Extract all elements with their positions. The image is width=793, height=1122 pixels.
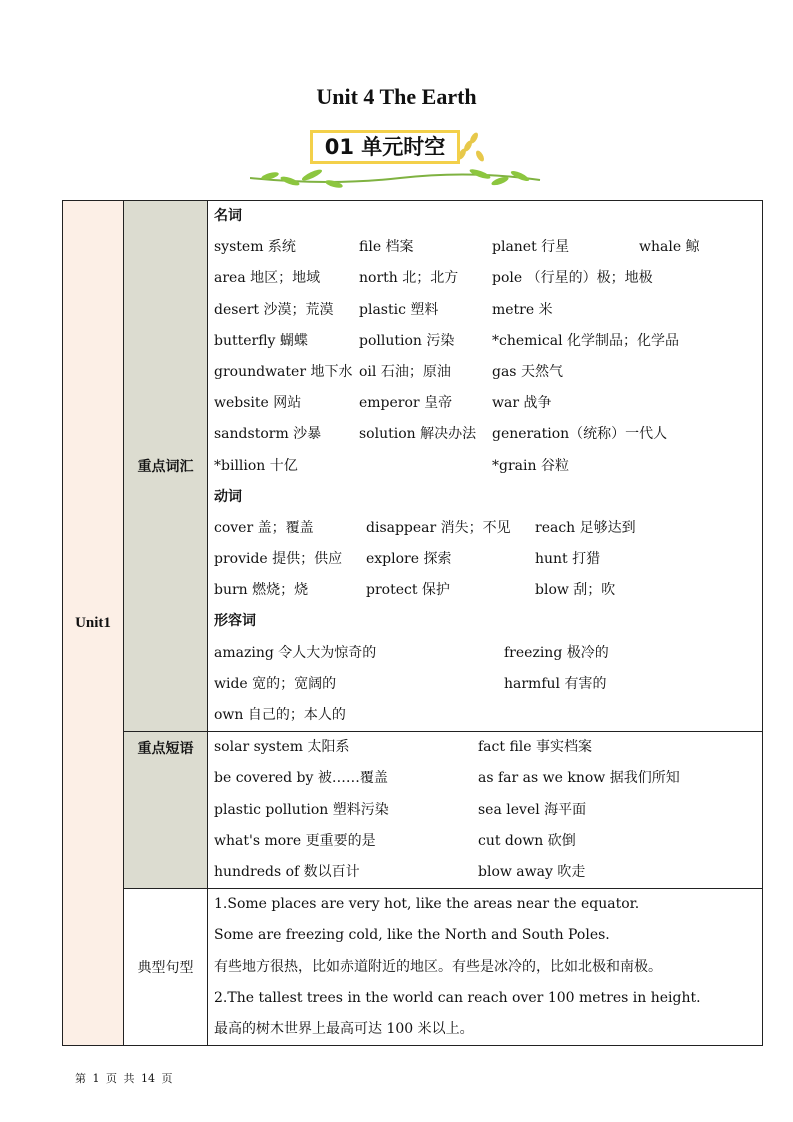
adjective-row bbox=[214, 700, 762, 731]
noun-row bbox=[214, 357, 762, 388]
entry: area 地区；地域 bbox=[214, 270, 321, 287]
entry: whale 鲸 bbox=[639, 239, 700, 256]
noun-row bbox=[214, 451, 762, 482]
entry: reach 足够达到 bbox=[535, 519, 636, 536]
noun-row bbox=[214, 326, 762, 357]
entry: groundwater 地下水 bbox=[214, 363, 353, 380]
entry: file 档案 bbox=[359, 239, 414, 256]
entry: solution 解决办法 bbox=[359, 426, 477, 443]
entry: butterfly 蝴蝶 bbox=[214, 332, 308, 349]
vocab-category: 重点词汇 bbox=[124, 201, 208, 732]
sentence-line: 2.The tallest trees in the world can reach over 100 metres in height. bbox=[214, 989, 701, 1006]
verbs-list bbox=[214, 513, 762, 607]
adjective-row bbox=[214, 669, 762, 700]
entry: burn 燃烧；烧 bbox=[214, 582, 309, 599]
entry: pole （行星的）极；地极 bbox=[492, 270, 653, 287]
entry: amazing 令人大为惊奇的 bbox=[214, 644, 377, 661]
page-footer: 第 1 页 共 14 页 bbox=[75, 1072, 173, 1085]
adjectives-list bbox=[214, 638, 762, 732]
phrases-content bbox=[208, 732, 763, 889]
entry: be covered by 被……覆盖 bbox=[214, 770, 388, 787]
entry: hunt 打猎 bbox=[535, 551, 601, 568]
entry: blow away 吹走 bbox=[478, 863, 586, 880]
sentences-category: 典型句型 bbox=[124, 889, 208, 1046]
entry: wide 宽的；宽阔的 bbox=[214, 675, 337, 692]
entry: desert 沙漠；荒漠 bbox=[214, 301, 334, 318]
adjectives-heading: 形容词 bbox=[214, 613, 256, 630]
noun-row bbox=[214, 232, 762, 263]
phrase-row bbox=[214, 857, 762, 888]
entry: planet 行星 bbox=[492, 239, 570, 256]
sentence-line: Some are freezing cold, like the North and South Poles. bbox=[214, 927, 610, 944]
noun-row bbox=[214, 295, 762, 326]
entry: plastic pollution 塑料污染 bbox=[214, 801, 389, 818]
entry: protect 保护 bbox=[366, 582, 450, 599]
unit-table bbox=[62, 200, 763, 1046]
entry: freezing 极冷的 bbox=[504, 644, 609, 661]
entry: as far as we know 据我们所知 bbox=[478, 770, 680, 787]
entry: disappear 消失；不见 bbox=[366, 519, 511, 536]
entry: explore 探索 bbox=[366, 551, 452, 568]
entry: what's more 更重要的是 bbox=[214, 832, 376, 849]
vocab-content bbox=[208, 201, 763, 732]
section-label: 01 单元时空 bbox=[310, 130, 460, 164]
entry: *chemical 化学制品；化学品 bbox=[492, 332, 680, 349]
entry: harmful 有害的 bbox=[504, 675, 607, 692]
section-banner bbox=[250, 126, 550, 192]
phrase-row bbox=[214, 763, 762, 794]
entry: cut down 砍倒 bbox=[478, 832, 576, 849]
entry: system 系统 bbox=[214, 239, 296, 256]
entry: fact file 事实档案 bbox=[478, 739, 592, 756]
unit-label: Unit1 bbox=[63, 201, 124, 1046]
entry: cover 盖；覆盖 bbox=[214, 519, 314, 536]
entry: own 自己的；本人的 bbox=[214, 707, 346, 723]
entry: blow 刮；吹 bbox=[535, 582, 616, 599]
entry: emperor 皇帝 bbox=[359, 395, 453, 412]
nouns-heading: 名词 bbox=[214, 208, 242, 224]
entry: solar system 太阳系 bbox=[214, 739, 350, 756]
phrase-row bbox=[214, 795, 762, 826]
entry: website 网站 bbox=[214, 395, 302, 412]
phrase-row bbox=[214, 826, 762, 857]
sentences-list bbox=[214, 889, 762, 1045]
entry: *billion 十亿 bbox=[214, 457, 298, 474]
entry: *grain 谷粒 bbox=[492, 457, 569, 474]
verb-row bbox=[214, 575, 762, 606]
noun-row bbox=[214, 388, 762, 419]
phrase-row bbox=[214, 732, 762, 763]
phrases-list bbox=[214, 732, 762, 888]
sentence-line: 最高的树木世界上最高可达 100 米以上。 bbox=[214, 1020, 474, 1037]
phrases-category: 重点短语 bbox=[124, 732, 208, 889]
entry: oil 石油；原油 bbox=[359, 363, 451, 380]
verb-row bbox=[214, 513, 762, 544]
adjective-row bbox=[214, 638, 762, 669]
sentence-line: 1.Some places are very hot, like the areas near the equator. bbox=[214, 896, 640, 913]
verb-row bbox=[214, 544, 762, 575]
entry: metre 米 bbox=[492, 301, 553, 318]
noun-row bbox=[214, 263, 762, 294]
entry: generation（统称）一代人 bbox=[492, 426, 668, 443]
entry: plastic 塑料 bbox=[359, 301, 439, 318]
noun-row bbox=[214, 419, 762, 450]
entry: gas 天然气 bbox=[492, 363, 563, 380]
verbs-heading: 动词 bbox=[214, 488, 242, 505]
entry: sea level 海平面 bbox=[478, 801, 587, 818]
sentences-content bbox=[208, 889, 763, 1046]
entry: provide 提供；供应 bbox=[214, 551, 343, 568]
page-title: Unit 4 The Earth bbox=[316, 84, 477, 109]
sentence-line: 有些地方很热，比如赤道附近的地区。有些是冰冷的，比如北极和南极。 bbox=[214, 958, 662, 975]
entry: sandstorm 沙暴 bbox=[214, 426, 322, 443]
entry: pollution 污染 bbox=[359, 332, 455, 349]
nouns-list bbox=[214, 232, 762, 482]
entry: hundreds of 数以百计 bbox=[214, 863, 360, 880]
entry: north 北；北方 bbox=[359, 270, 459, 287]
entry: war 战争 bbox=[492, 395, 552, 412]
